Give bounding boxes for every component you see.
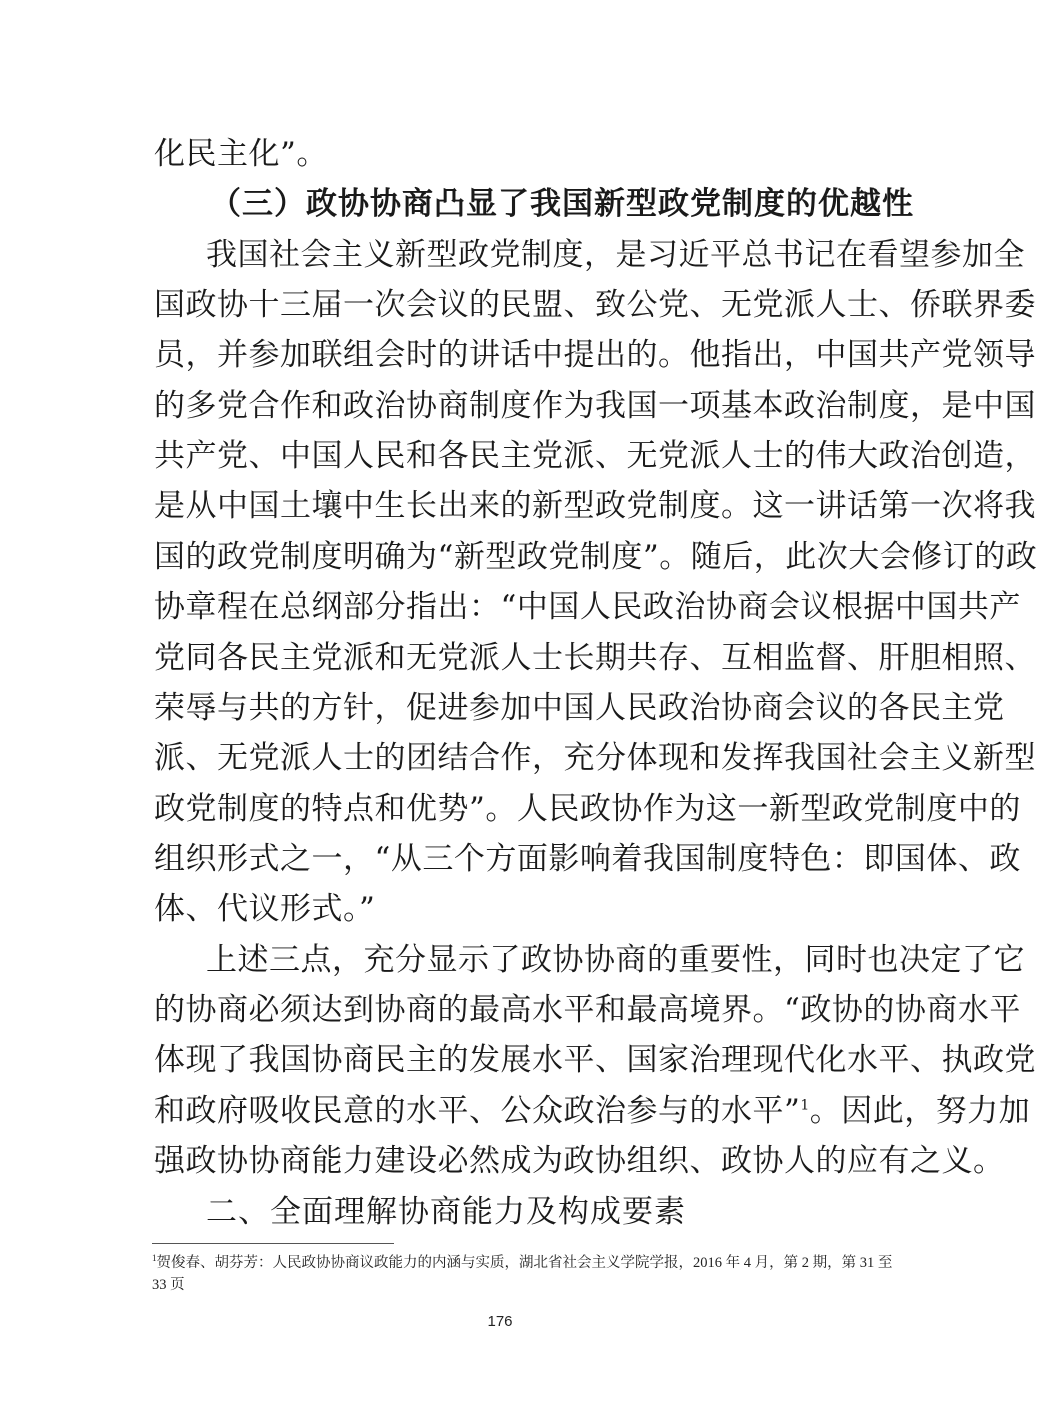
paragraph-line: 体、代议形式。” bbox=[154, 891, 376, 927]
footnote bbox=[152, 1252, 896, 1296]
paragraph-line: 派、无党派人士的团结合作，充分体现和发挥我国社会主义新型 bbox=[154, 740, 1036, 776]
paragraph-line-text: 和政府吸收民意的水平、公众政治参与的水平” bbox=[154, 1093, 801, 1129]
intro-line: 化民主化”。 bbox=[154, 136, 328, 172]
paragraph-line: 政党制度的特点和优势”。人民政协作为这一新型政党制度中的 bbox=[154, 791, 1021, 827]
paragraph-line: 员，并参加联组会时的讲话中提出的。他指出，中国共产党领导 bbox=[154, 337, 1036, 373]
footnote-divider bbox=[152, 1243, 394, 1244]
page-number: 176 bbox=[487, 1313, 513, 1330]
paragraph-line: 国的政党制度明确为“新型政党制度”。随后，此次大会修订的政 bbox=[154, 539, 1037, 575]
paragraph-line: 的多党合作和政治协商制度作为我国一项基本政治制度，是中国 bbox=[154, 388, 1036, 424]
main-heading: 二、全面理解协商能力及构成要素 bbox=[206, 1194, 686, 1230]
paragraph-line-with-footnote bbox=[154, 1091, 1031, 1131]
paragraph-line-tail: 。因此，努力加 bbox=[809, 1093, 1031, 1129]
footnote-number: 1 bbox=[152, 1253, 157, 1264]
footnote-reference[interactable]: 1 bbox=[800, 1097, 810, 1114]
paragraph-line: 上述三点，充分显示了政协协商的重要性，同时也决定了它 bbox=[206, 942, 1025, 978]
paragraph-line: 我国社会主义新型政党制度，是习近平总书记在看望参加全 bbox=[206, 237, 1025, 273]
paragraph-line: 强政协协商能力建设必然成为政协组织、政协人的应有之义。 bbox=[154, 1143, 1005, 1179]
paragraph-line: 的协商必须达到协商的最高水平和最高境界。“政协的协商水平 bbox=[154, 992, 1021, 1028]
paragraph-line: 国政协十三届一次会议的民盟、致公党、无党派人士、侨联界委 bbox=[154, 287, 1036, 323]
paragraph-line: 组织形式之一，“从三个方面影响着我国制度特色：即国体、政 bbox=[154, 841, 1021, 877]
paragraph-line: 党同各民主党派和无党派人士长期共存、互相监督、肝胆相照、 bbox=[154, 640, 1036, 676]
paragraph-line: 共产党、中国人民和各民主党派、无党派人士的伟大政治创造， bbox=[154, 438, 1036, 474]
paragraph-line: 协章程在总纲部分指出：“中国人民政治协商会议根据中国共产 bbox=[154, 589, 1021, 625]
paragraph-line: 荣辱与共的方针，促进参加中国人民政治协商会议的各民主党 bbox=[154, 690, 1005, 726]
section-heading: （三）政协协商凸显了我国新型政党制度的优越性 bbox=[210, 186, 914, 222]
paragraph-line: 是从中国土壤中生长出来的新型政党制度。这一讲话第一次将我 bbox=[154, 488, 1036, 524]
footnote-text: 贺俊春、胡芬芳：人民政协协商议政能力的内涵与实质，湖北省社会主义学院学报，2016 年 4 月，第 2 期，第 31 至 33 页 bbox=[152, 1255, 893, 1293]
paragraph-line: 体现了我国协商民主的发展水平、国家治理现代化水平、执政党 bbox=[154, 1042, 1036, 1078]
